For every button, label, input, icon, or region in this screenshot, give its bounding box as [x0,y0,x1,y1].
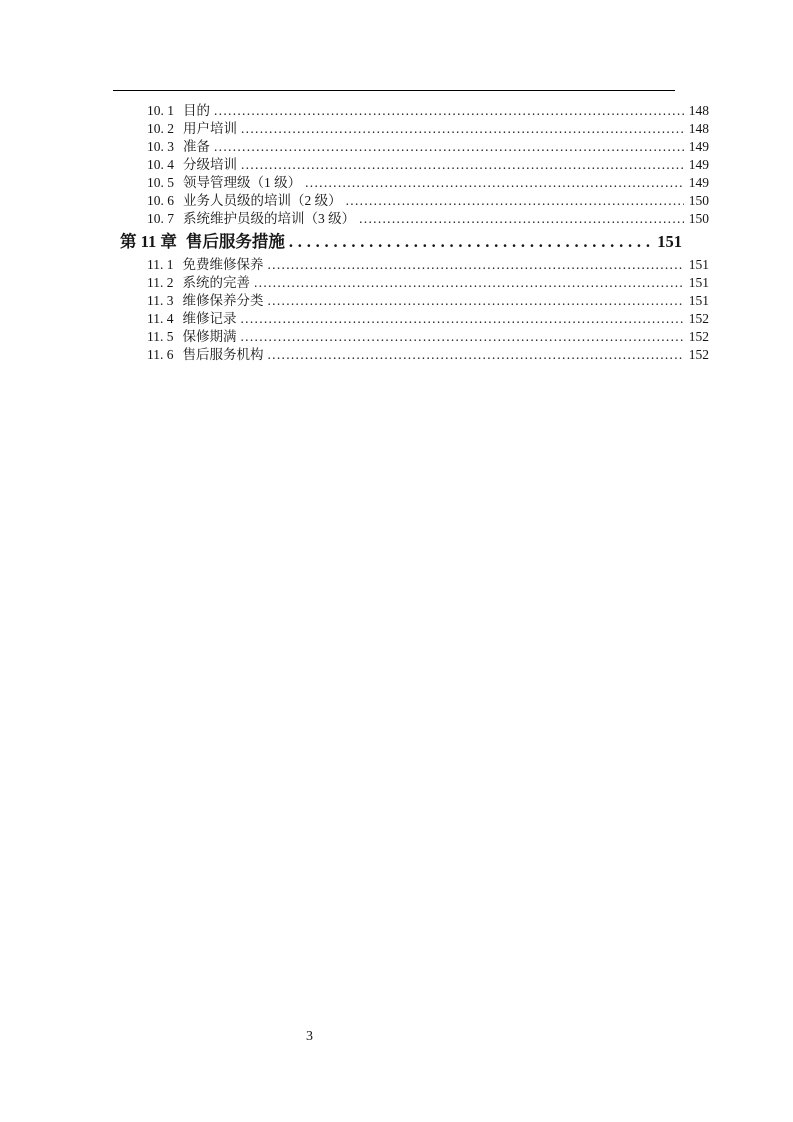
toc-dot-leader [241,120,684,138]
toc-entry-page: 151 [688,257,709,272]
toc-entry-number: 10. 7 [147,211,174,226]
toc-entry-title: 业务人员级的培训（2 级） [183,193,342,208]
toc-entry-page: 152 [688,329,709,344]
footer-page-number: 3 [306,1029,313,1044]
toc-entry[interactable] [113,138,709,156]
toc-entry-number: 11. 6 [147,347,174,362]
toc-dot-leader [241,310,684,328]
toc-entry-number: 11. 3 [147,293,174,308]
toc-entry[interactable] [113,156,709,174]
toc-entry-title: 售后服务机构 [182,347,264,362]
toc-entry-page: 149 [688,175,709,190]
toc-dot-leader [241,156,684,174]
toc-entry[interactable] [113,346,709,364]
toc-entry-title: 用户培训 [183,121,237,136]
toc-dot-leader [214,138,684,156]
toc-entry-number: 10. 3 [147,139,174,154]
toc-entry[interactable] [113,310,709,328]
toc-entry-title: 免费维修保养 [182,257,264,272]
toc-entry-title: 准备 [183,139,210,154]
toc-entry-page: 149 [688,139,709,154]
toc-entry-number: 第 11 章 [120,232,177,251]
toc-entry-number: 10. 1 [147,103,174,118]
toc-dot-leader [268,292,684,310]
toc-entry-number: 10. 6 [147,193,174,208]
toc-entry-number: 11. 5 [147,329,174,344]
toc-entry-page: 151 [688,275,709,290]
toc-dot-leader [254,274,684,292]
toc-entry-number: 10. 5 [147,175,174,190]
toc-entry-title: 售后服务措施 [185,232,285,251]
toc-dot-leader [305,174,684,192]
toc-entry-title: 维修记录 [182,311,237,326]
toc-entry[interactable] [113,174,709,192]
toc-entry-title: 保修期满 [182,329,237,344]
toc-entry-title: 系统维护员级的培训（3 级） [183,211,356,226]
toc-entry-number: 11. 2 [147,275,174,290]
toc-dot-leader [289,228,652,256]
toc-entry[interactable] [113,192,709,210]
toc-entry[interactable] [113,292,709,310]
toc-entry-page: 151 [688,293,709,308]
toc-entry[interactable] [113,120,709,138]
toc-dot-leader [241,328,684,346]
toc-entry-page: 148 [688,103,709,118]
toc-dot-leader [268,256,684,274]
toc-entry[interactable] [113,328,709,346]
toc-dot-leader [214,102,684,120]
toc-entry-page: 152 [688,347,709,362]
toc-entry-number: 10. 4 [147,157,174,172]
toc-entry-title: 分级培训 [183,157,237,172]
toc-entry[interactable] [113,102,709,120]
toc-entry-number: 11. 4 [147,311,174,326]
toc-entry-number: 11. 1 [147,257,174,272]
toc-entry-page: 151 [657,232,682,251]
toc-entry[interactable] [113,210,709,228]
toc-dot-leader [359,210,684,228]
header-rule [113,90,675,91]
toc-entry-page: 148 [688,121,709,136]
toc-entry[interactable] [113,274,709,292]
toc-entry-page: 152 [688,311,709,326]
toc-entry-title: 维修保养分类 [182,293,264,308]
toc-entry-title: 系统的完善 [182,275,250,290]
table-of-contents [113,102,709,364]
toc-entry-title: 目的 [183,103,210,118]
toc-entry-page: 149 [688,157,709,172]
toc-dot-leader [268,346,684,364]
toc-entry-number: 10. 2 [147,121,174,136]
toc-entry-title: 领导管理级（1 级） [183,175,302,190]
toc-entry-page: 150 [688,193,709,208]
toc-chapter-entry[interactable] [113,228,682,256]
toc-dot-leader [346,192,684,210]
toc-entry-page: 150 [688,211,709,226]
toc-entry[interactable] [113,256,709,274]
